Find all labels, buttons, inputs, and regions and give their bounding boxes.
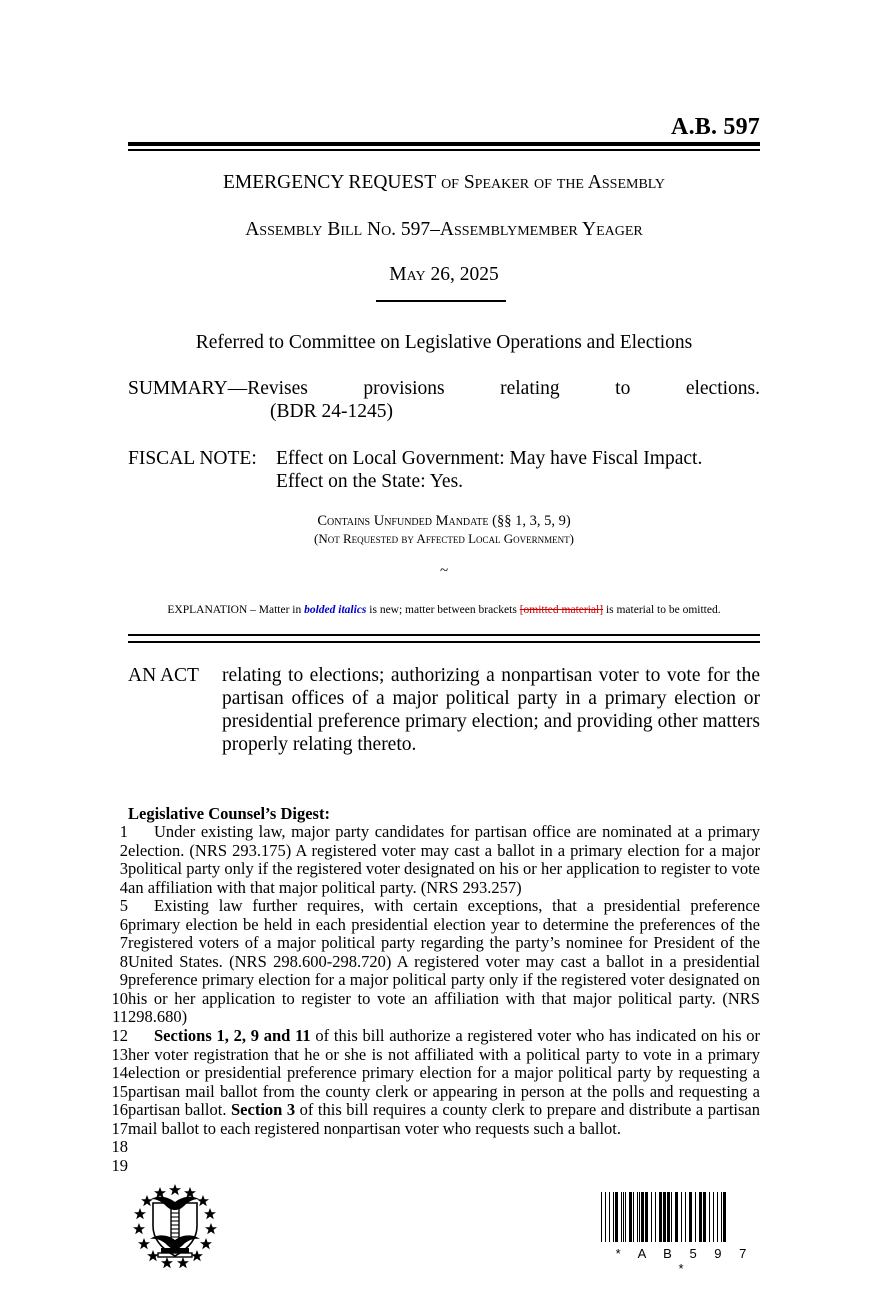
header-rule-thin bbox=[128, 149, 760, 151]
digest-paragraph-1: Under existing law, major party candidates for partisan office are nominated at a primary election. (NRS 293.175) A registered voter may cast a ballot in a primary election for a major political party only if the registered voter designated on his or her application to register to vote an affiliation with that major political party. (NRS 293.257) bbox=[128, 822, 760, 897]
line-number: 17 bbox=[111, 1118, 128, 1138]
line-number-gutter bbox=[88, 823, 128, 1175]
line-number: 6 bbox=[119, 914, 128, 934]
explanation-new-material: bolded italics bbox=[304, 604, 367, 616]
fiscal-note-label: FISCAL NOTE: bbox=[128, 448, 257, 469]
explanation-middle: is new; matter between brackets bbox=[366, 604, 520, 616]
digest-sections-ref-2: Section 3 bbox=[231, 1100, 296, 1120]
date-divider-rule bbox=[376, 300, 506, 302]
line-number: 3 bbox=[119, 859, 128, 879]
summary-text: Revises provisions relating to elections. bbox=[247, 378, 760, 399]
line-number: 15 bbox=[111, 1081, 128, 1101]
unfunded-mandate-line1: Contains Unfunded Mandate (§§ 1, 3, 5, 9) bbox=[317, 513, 571, 529]
digest-paragraph-2: Existing law further requires, with certain exceptions, that a presidential preference primary election be held in each presidential election year to determine the preferences of the registered voters of a major political party regarding the party’s nominee for President of the United States. (NRS 298.600-298.720) A registered voter may cast a ballot in a presidential preference primary election for a major political party only if the registered voter designated on his or her application to register to vote an affiliation with that major political party. (NRS 298.680) bbox=[128, 896, 760, 1027]
unfunded-mandate-line2: (Not Requested by Affected Local Government) bbox=[314, 530, 574, 546]
line-number: 13 bbox=[111, 1044, 128, 1064]
explanation-omitted-material: omitted material bbox=[523, 604, 600, 616]
digest-paragraph-3-text-1: of this bill authorize a registered voter who has indicated on his or her voter registration that he or she is not affiliated with a political party to vote in a primary election or presidential preference primary election for a major political party by requesting a partisan mail ballot from the county clerk or appearing in person at the polls and requesting a partisan ballot. bbox=[128, 1026, 760, 1120]
emergency-request-line bbox=[128, 172, 760, 194]
digest-paragraph-3-text-2: of this bill requires a county clerk to prepare and distribute a partisan mail ballot to each registered nonpartisan voter who requests such a ballot. bbox=[128, 1100, 760, 1138]
referred-to-committee: Referred to Committee on Legislative Operations and Elections bbox=[195, 332, 693, 353]
line-number: 1 bbox=[119, 822, 128, 841]
an-act-body: relating to elections; authorizing a nonpartisan voter to vote for the partisan offices of a major political party in a primary election or presidential preference primary election; and providing other matters properly relating thereto. bbox=[222, 665, 760, 755]
line-number: 14 bbox=[111, 1063, 128, 1083]
line-number: 11 bbox=[112, 1007, 128, 1027]
line-number: 16 bbox=[111, 1100, 128, 1120]
assembly-bill-line: Assembly Bill No. 597–Assemblymember Yeager bbox=[245, 219, 643, 240]
line-number: 2 bbox=[119, 840, 128, 860]
summary-label: SUMMARY— bbox=[128, 378, 248, 399]
header-rule-thick bbox=[128, 142, 760, 146]
line-number: 9 bbox=[119, 970, 128, 990]
line-number: 8 bbox=[119, 951, 128, 971]
bill-date: May 26, 2025 bbox=[389, 264, 499, 285]
fiscal-note-block bbox=[128, 448, 768, 493]
bill-barcode bbox=[601, 1192, 761, 1276]
unfunded-mandate-notice bbox=[128, 512, 760, 547]
fiscal-note-state: Effect on the State: Yes. bbox=[276, 470, 464, 492]
explanation-suffix: is material to be omitted. bbox=[603, 604, 721, 616]
line-number: 10 bbox=[111, 988, 128, 1008]
summary-bdr: (BDR 24-1245) bbox=[270, 401, 393, 422]
line-number: 18 bbox=[111, 1137, 128, 1157]
line-number: 5 bbox=[119, 896, 128, 916]
emergency-request-lead: EMERGENCY REQUEST bbox=[222, 172, 437, 193]
explanation-rule-top bbox=[128, 634, 760, 636]
barcode-label: * A B 5 9 7 * bbox=[615, 1246, 754, 1276]
an-act-lead: AN ACT bbox=[128, 665, 199, 686]
fiscal-note-local: Effect on Local Government: May have Fiscal Impact. bbox=[276, 448, 703, 469]
nevada-state-seal-icon bbox=[127, 1182, 223, 1270]
barcode-bar bbox=[723, 1192, 726, 1242]
digest-sections-ref-1: Sections 1, 2, 9 and 11 bbox=[154, 1026, 311, 1046]
legislative-counsel-digest-body bbox=[128, 823, 760, 1138]
tilde-separator: ~ bbox=[439, 563, 449, 579]
line-number: 19 bbox=[111, 1155, 128, 1175]
bill-number-heading: A.B. 597 bbox=[671, 114, 760, 140]
explanation-bracket-close: ] bbox=[599, 604, 604, 616]
line-number: 4 bbox=[119, 877, 128, 897]
line-number: 7 bbox=[119, 933, 128, 953]
barcode-bars bbox=[601, 1192, 761, 1242]
summary-block bbox=[128, 378, 760, 423]
explanation-note bbox=[128, 604, 760, 616]
explanation-rule-bottom bbox=[128, 641, 760, 643]
line-number: 12 bbox=[111, 1026, 128, 1046]
digest-paragraph-3 bbox=[128, 1027, 760, 1138]
emergency-request-rest: of Speaker of the Assembly bbox=[436, 172, 666, 193]
legislative-counsel-digest-title: Legislative Counsel’s Digest: bbox=[128, 804, 330, 823]
an-act-block bbox=[128, 664, 760, 756]
explanation-prefix: EXPLANATION – Matter in bbox=[167, 604, 305, 616]
explanation-bracket-open: [ bbox=[519, 604, 524, 616]
